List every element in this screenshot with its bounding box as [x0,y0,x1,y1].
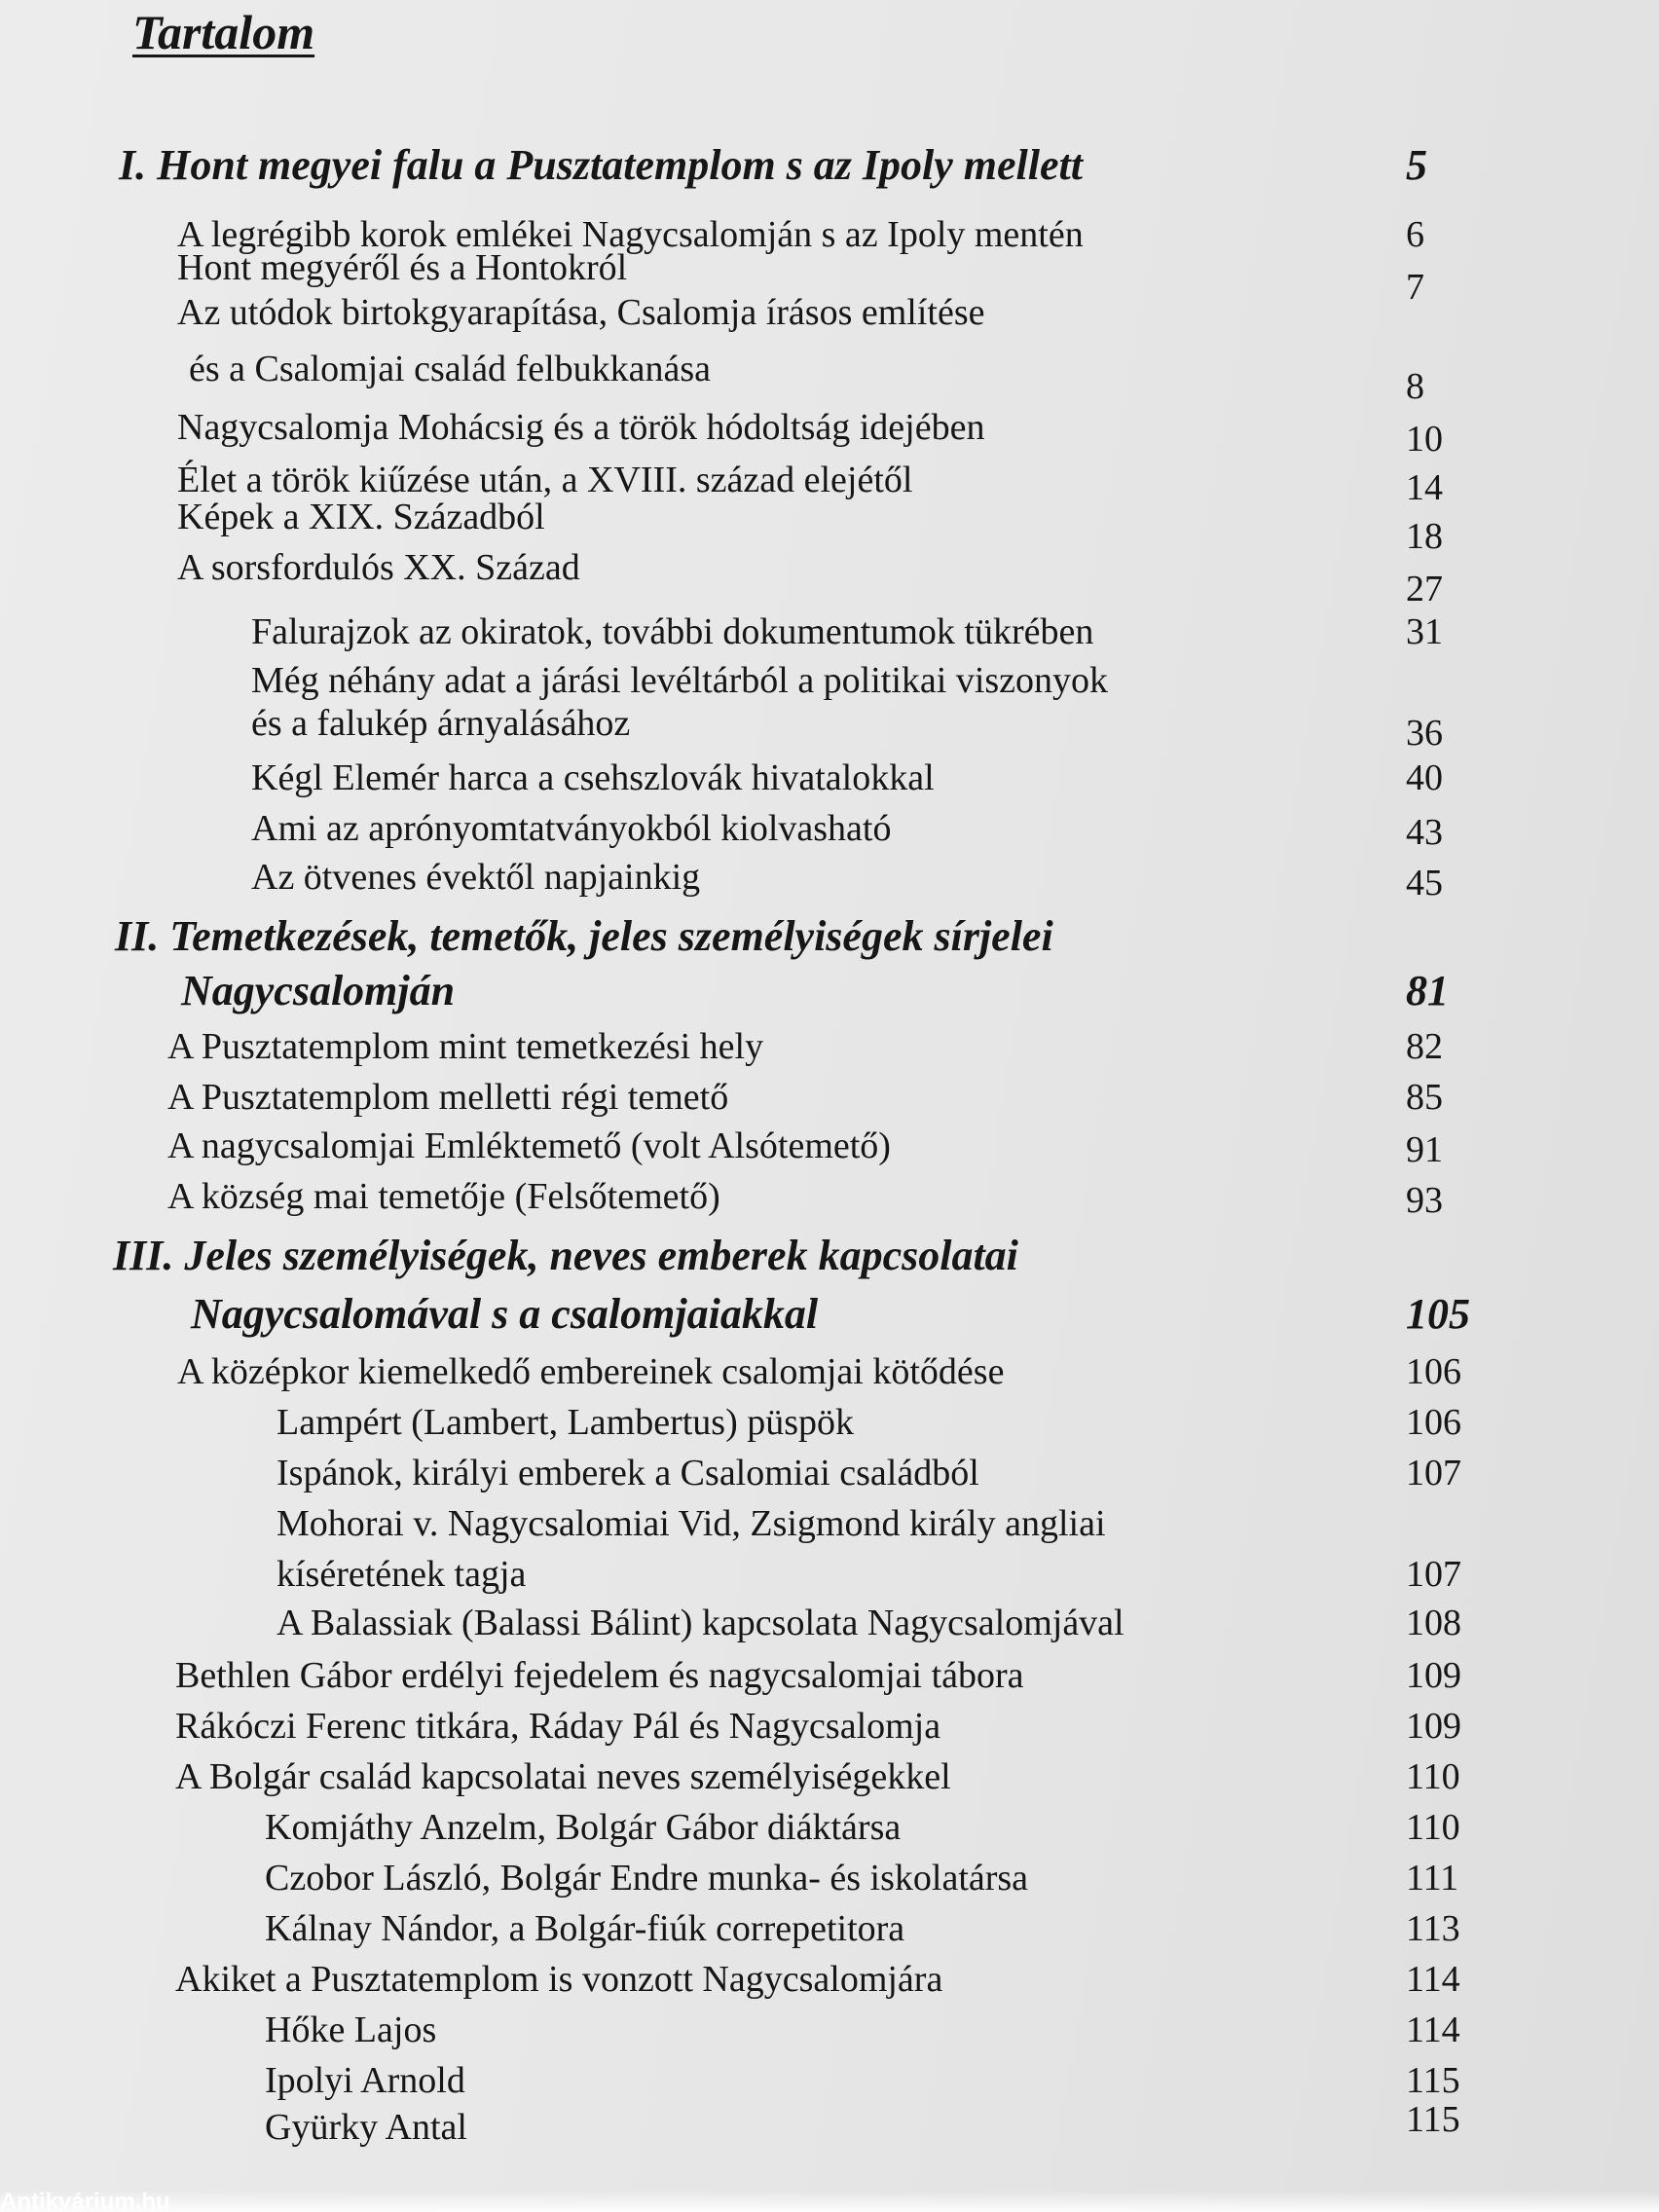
toc-entry-title: Nagycsalomja Mohácsig és a török hódoltság idejében [177,407,985,448]
toc-page-number: 85 [1406,1077,1443,1118]
toc-subentry [0,859,1659,913]
toc-subentry [0,1455,1659,1509]
toc-entry-title: Az utódok birtokgyarapítása, Csalomja írásos említése [177,292,985,333]
toc-subentry [0,1604,1659,1659]
toc-entry-title: Ami az aprónyomtatványokból kiolvasható [251,808,892,849]
toc-page-number: 110 [1406,1807,1460,1848]
toc-entry-title: Kálnay Nándor, a Bolgár-fiúk correpetitora [265,1908,905,1949]
toc-entry-title: és a Csalomjai család felbukkanása [189,349,712,389]
toc-entry-title: kíséretének tagja [276,1554,527,1595]
toc-page-number: 111 [1406,1858,1459,1899]
page-title: Tartalom [132,5,315,59]
toc-page-number: 31 [1406,611,1443,652]
toc-entry [0,1961,1659,2015]
toc-entry-title: A Bolgár család kapcsolatai neves személyiségekkel [175,1756,951,1797]
toc-section-title: Nagycsalomával s a csalomjaiakkal [191,1290,819,1338]
toc-entry-title: A Pusztatemplom melletti régi temető [167,1077,729,1118]
toc-subentry [0,1910,1659,1965]
toc-subentry [0,2011,1659,2066]
toc-entry-title: Rákóczi Ferenc titkára, Ráday Pál és Nagycsalomja [175,1706,941,1747]
toc-subentry [0,810,1659,865]
toc-page-number: 36 [1406,713,1443,754]
toc-entry-title: Akiket a Pusztatemplom is vonzott Nagycsalomjára [175,1959,943,2000]
toc-entry-title: Hőke Lajos [265,2009,437,2050]
toc-entry-title: Képek a XIX. Századból [177,497,545,537]
toc-page-number: 110 [1406,1756,1460,1797]
toc-entry-title: és a falukép árnyalásához [251,703,631,744]
toc-page-number: 40 [1406,757,1443,798]
toc-page-number: 14 [1406,467,1443,508]
toc-entry [0,1353,1659,1408]
toc-entry-title: A nagycsalomjai Emléktemető (volt Alsótemető) [167,1125,891,1166]
toc-entry-title: Mohorai v. Nagycsalomiai Vid, Zsigmond király angliai [276,1503,1106,1544]
toc-page-number: 6 [1406,214,1424,255]
toc-entry-title: Komjáthy Anzelm, Bolgár Gábor diáktársa [265,1807,902,1848]
toc-entry [0,1758,1659,1813]
toc-entry [0,1657,1659,1712]
toc-page-number: 27 [1406,569,1443,609]
toc-entry [0,409,1659,463]
toc-entry [0,1028,1659,1083]
toc-section-title: II. Temetkezések, temetők, jeles személyiségek sírjelei [115,912,1053,960]
watermark-text: Antikvárium.hu [0,2189,170,2212]
toc-section-heading-continuation [0,1290,1659,1347]
toc-entry-title: Gyürky Antal [265,2107,467,2148]
toc-entry [0,1178,1659,1233]
toc-section-title: III. Jeles személyiségek, neves emberek kapcsolatai [113,1232,1018,1279]
toc-page-number: 106 [1406,1402,1461,1443]
toc-entry-title: A legrégibb korok emlékei Nagycsalomján s az Ipoly mentén [177,214,1084,255]
toc-page-number: 91 [1406,1129,1443,1170]
toc-entry-title: Czobor László, Bolgár Endre munka- és iskolatársa [265,1858,1029,1899]
toc-section-heading [0,1232,1659,1289]
toc-entry-title: A Pusztatemplom mint temetkezési hely [167,1026,764,1067]
toc-section-title: I. Hont megyei falu a Pusztatemplom s az Ipoly mellett [119,141,1083,189]
toc-entry-continuation [0,350,1659,405]
toc-entry-title: Bethlen Gábor erdélyi fejedelem és nagycsalomjai tábora [175,1655,1024,1696]
toc-page-number: 18 [1406,516,1443,557]
toc-subentry [0,1404,1659,1458]
toc-page-number: 109 [1406,1655,1461,1696]
toc-entry [0,1708,1659,1762]
toc-entry-title: A Balassiak (Balassi Bálint) kapcsolata Nagycsalomjával [276,1603,1124,1643]
toc-page-number: 115 [1406,2060,1460,2101]
toc-page-number: 93 [1406,1180,1443,1221]
toc-section-title: Nagycsalomján [181,967,456,1014]
toc-subentry [0,2099,1659,2163]
toc-entry-title: A sorsfordulós XX. Század [177,547,580,588]
toc-page-number: 5 [1406,141,1427,189]
toc-page-number: 10 [1406,419,1443,460]
toc-page-number: 43 [1406,812,1443,853]
toc-page-number: 107 [1406,1453,1461,1493]
toc-section-heading-continuation [0,967,1659,1024]
toc-entry-title: Élet a török kiűzése után, a XVIII. század elejétől [177,460,913,500]
toc-entry-title: Még néhány adat a járási levéltárból a politikai viszonyok [251,660,1109,701]
toc-entry [0,497,1659,557]
toc-page-number: 7 [1406,267,1424,308]
toc-entry-title: Ispánok, királyi emberek a Csalomiai családból [276,1453,979,1493]
toc-entry-title: Az ötvenes évektől napjainkig [251,857,701,898]
toc-page-number: 105 [1406,1290,1470,1338]
toc-subentry-continuation [0,705,1659,759]
toc-page-number: 108 [1406,1603,1461,1643]
footer-watermark-band [0,2191,1659,2212]
toc-page-number: 115 [1406,2099,1460,2140]
toc-entry-title: A középkor kiemelkedő embereinek csalomjai kötődése [177,1351,1005,1392]
toc-entry [0,294,1659,349]
toc-section-heading [0,912,1659,970]
toc-entry-title: Lampért (Lambert, Lambertus) püspök [276,1402,855,1443]
toc-entry-title: Ipolyi Arnold [265,2060,465,2101]
toc-page-number: 8 [1406,366,1424,407]
toc-entry-title: Hont megyéről és a Hontokról [177,247,628,288]
toc-entry-title: Kégl Elemér harca a csehszlovák hivatalokkal [251,757,935,798]
toc-subentry [0,759,1659,814]
toc-page-number: 82 [1406,1026,1443,1067]
toc-section-heading [0,141,1659,199]
toc-page-number: 109 [1406,1706,1461,1747]
toc-entry [0,547,1659,609]
toc-subentry [0,1809,1659,1863]
toc-entry [0,1127,1659,1182]
toc-page-number: 114 [1406,2009,1460,2050]
toc-page-number: 107 [1406,1554,1461,1595]
toc-page-number: 106 [1406,1351,1461,1392]
toc-subentry [0,1505,1659,1560]
toc-entry-title: Falurajzok az okiratok, további dokumentumok tükrében [251,611,1094,652]
toc-page-number: 114 [1406,1959,1460,2000]
toc-page-number: 45 [1406,863,1443,903]
toc-subentry [0,1860,1659,1914]
toc-page-number: 81 [1406,967,1449,1014]
toc-page-number: 113 [1406,1908,1460,1949]
toc-entry-title: A község mai temetője (Felsőtemető) [167,1176,720,1217]
